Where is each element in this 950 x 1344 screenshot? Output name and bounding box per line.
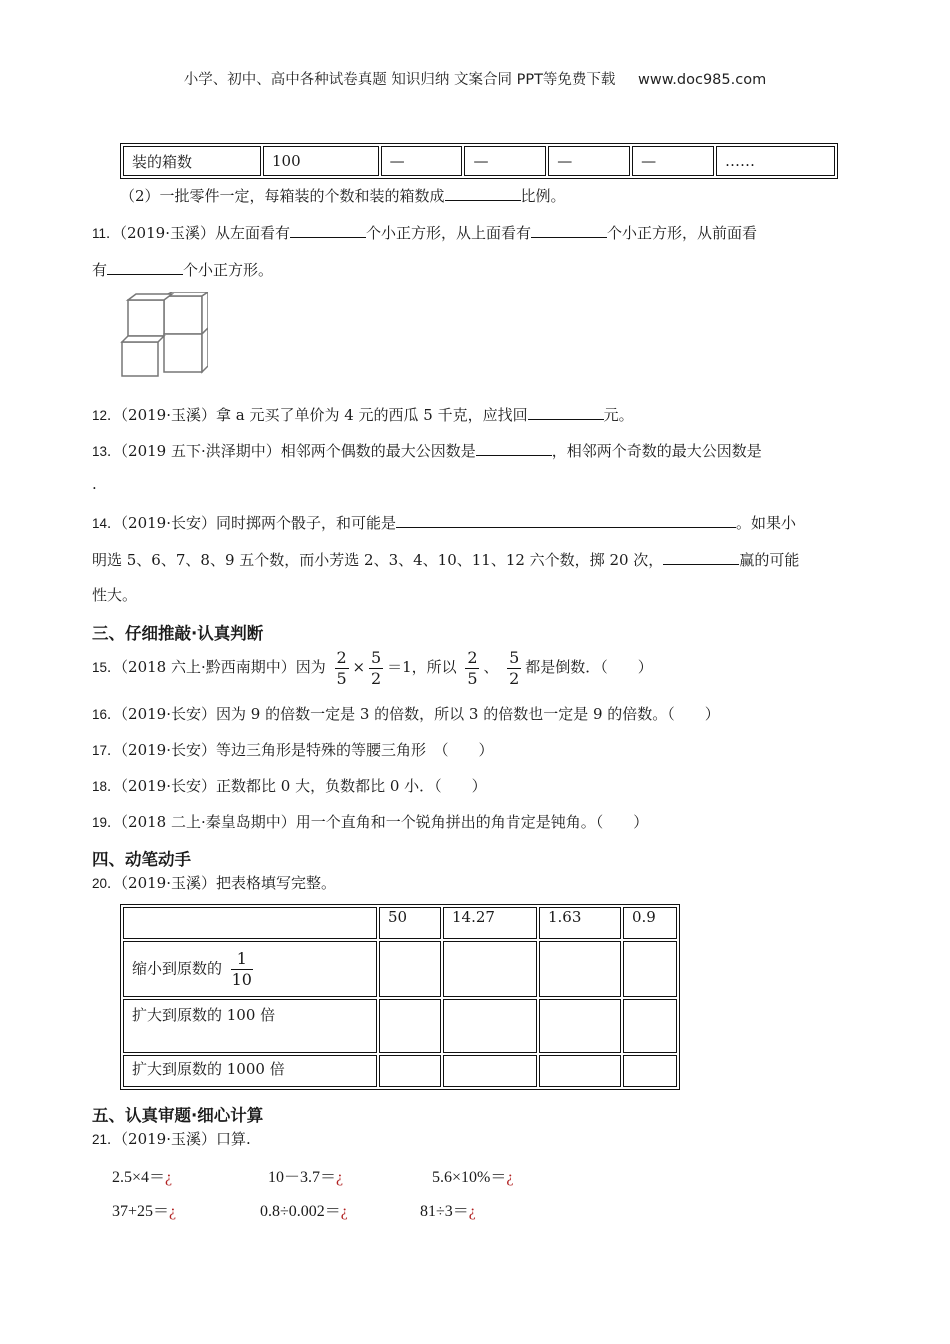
question-number: 16． xyxy=(92,707,121,722)
answer-blank[interactable] xyxy=(107,258,183,275)
question-source: （2018 六上·黔西南期中） xyxy=(120,658,296,676)
fraction: $\frac{1}{10}$ xyxy=(231,948,252,989)
box-count-table xyxy=(120,143,838,179)
box-table-cell: …… xyxy=(716,146,835,176)
question-number: 12． xyxy=(92,408,121,423)
box-table-cell: — xyxy=(632,146,714,176)
q11-text: 从左面看有 xyxy=(214,224,290,242)
q10-part2 xyxy=(120,184,566,206)
answer-blank[interactable] xyxy=(528,403,604,420)
q13-line2: . xyxy=(92,475,97,493)
cube-face xyxy=(122,342,158,376)
q14-text: 赢的可能 xyxy=(739,551,800,569)
table-header-cell: 14.27 xyxy=(443,907,537,939)
q11-line1 xyxy=(92,221,757,244)
q20-text: 把表格填写完整。 xyxy=(215,874,336,892)
q10-text-end: 比例。 xyxy=(520,187,566,205)
section-5-title: 五、认真审题·细心计算 xyxy=(92,1106,264,1125)
question-number: 13． xyxy=(92,444,121,459)
cube-stack-figure xyxy=(118,292,208,378)
table-header-cell: 1.63 xyxy=(539,907,621,939)
question-source: （2019·玉溪） xyxy=(119,224,215,242)
table-header-cell: 50 xyxy=(379,907,441,939)
question-source: （2019·长安） xyxy=(120,777,216,795)
cube-face xyxy=(164,296,202,334)
header-text: 小学、初中、高中各种试卷真题 知识归纳 文案合同 PPT等免费下载 xyxy=(183,72,616,88)
q15 xyxy=(92,646,653,688)
q14-text: 明选 5、6、7、8、9 五个数，而小芳选 2、3、4、10、11、12 六个数，掷 20 次， xyxy=(92,551,664,569)
fraction: $\frac{2}{5}$ xyxy=(336,647,347,688)
answer-mark[interactable]: ¿ xyxy=(340,1203,348,1220)
row-label-x100: 扩大到原数的 100 倍 xyxy=(123,999,377,1053)
calc-item: 2.5×4＝¿ xyxy=(112,1169,173,1186)
question-number: 17． xyxy=(92,743,121,758)
q12-text: 元。 xyxy=(603,406,634,424)
question-source: （2019·长安） xyxy=(120,705,216,723)
question-source: （2019·玉溪） xyxy=(120,406,216,424)
q14-line2 xyxy=(92,548,799,570)
answer-cell[interactable] xyxy=(623,1055,677,1087)
separator: 、 xyxy=(483,658,499,676)
table-corner-cell xyxy=(123,907,377,939)
answer-cell[interactable] xyxy=(379,1055,441,1087)
answer-blank[interactable] xyxy=(445,184,521,201)
cube-face xyxy=(164,334,202,372)
q14-line3: 性大。 xyxy=(92,586,138,604)
question-source: （2018 二上·秦皇岛期中） xyxy=(120,813,296,831)
q11-text: 个小正方形，从前面看 xyxy=(607,224,758,242)
answer-cell[interactable] xyxy=(443,999,537,1053)
row-label-shrink: 缩小到原数的 $\frac{1}{10}$ xyxy=(123,941,377,997)
answer-blank[interactable] xyxy=(531,221,607,238)
question-source: （2019·长安） xyxy=(120,741,216,759)
cube-face xyxy=(202,292,208,334)
question-source: （2019·长安） xyxy=(120,514,216,532)
q21-text: 口算. xyxy=(215,1130,251,1148)
section-4-title: 四、动笔动手 xyxy=(92,850,191,869)
fraction: $\frac{5}{2}$ xyxy=(509,647,520,688)
q12 xyxy=(92,403,634,426)
q15-text: ＝1，所以 xyxy=(387,658,457,676)
section-3-title: 三、仔细推敲·认真判断 xyxy=(92,624,264,643)
q16-text: 因为 9 的倍数一定是 3 的倍数，所以 3 的倍数也一定是 9 的倍数。（ ） xyxy=(215,705,720,723)
fraction: $\frac{5}{2}$ xyxy=(371,647,382,688)
q19-text: 用一个直角和一个锐角拼出的角肯定是钝角。（ ） xyxy=(295,813,649,831)
question-number: 11． xyxy=(92,226,120,241)
question-number: 21． xyxy=(92,1132,121,1147)
answer-cell[interactable] xyxy=(443,941,537,997)
answer-cell[interactable] xyxy=(539,941,621,997)
answer-mark[interactable]: ¿ xyxy=(169,1203,177,1220)
answer-blank[interactable] xyxy=(663,548,739,565)
row-label-x1000: 扩大到原数的 1000 倍 xyxy=(123,1055,377,1087)
answer-blank[interactable] xyxy=(476,439,552,456)
cube-face xyxy=(122,336,164,342)
question-number: 14． xyxy=(92,516,121,531)
answer-mark[interactable]: ¿ xyxy=(336,1169,344,1186)
q13-line1 xyxy=(92,439,762,462)
q21 xyxy=(92,1129,251,1150)
q19 xyxy=(92,812,648,833)
box-table-label: 装的箱数 xyxy=(123,146,261,176)
q11-text: 有 xyxy=(92,261,108,279)
q16 xyxy=(92,704,720,725)
box-table-cell: — xyxy=(548,146,630,176)
q13-text: 相邻两个偶数的最大公因数是 xyxy=(280,442,476,460)
answer-cell[interactable] xyxy=(539,999,621,1053)
calc-item: 37+25＝¿ xyxy=(112,1203,177,1220)
question-source: （2019·玉溪） xyxy=(120,874,216,892)
table-header-cell: 0.9 xyxy=(623,907,677,939)
header-url[interactable]: www.doc985.com xyxy=(638,72,767,88)
q10-text: （2）一批零件一定，每箱装的个数和装的箱数成 xyxy=(120,187,445,205)
question-source: （2019 五下·洪泽期中） xyxy=(120,442,281,460)
q11-text: 个小正方形，从上面看有 xyxy=(365,224,531,242)
q14-text: 同时掷两个骰子，和可能是 xyxy=(215,514,396,532)
answer-cell[interactable] xyxy=(379,941,441,997)
calc-item: 0.8÷0.002＝¿ xyxy=(260,1203,348,1220)
answer-mark[interactable]: ¿ xyxy=(506,1169,514,1186)
fill-in-table xyxy=(120,904,680,1090)
q14-line1 xyxy=(92,511,796,534)
question-number: 18． xyxy=(92,779,121,794)
answer-cell[interactable] xyxy=(539,1055,621,1087)
box-table-cell: — xyxy=(381,146,463,176)
cube-face xyxy=(202,328,208,372)
q17-text: 等边三角形是特殊的等腰三角形 （ ） xyxy=(215,741,494,759)
box-table-cell: — xyxy=(464,146,546,176)
q17 xyxy=(92,740,494,761)
answer-cell[interactable] xyxy=(623,941,677,997)
answer-cell[interactable] xyxy=(379,999,441,1053)
q11-text: 个小正方形。 xyxy=(183,261,274,279)
page-header xyxy=(0,68,950,89)
answer-cell[interactable] xyxy=(443,1055,537,1087)
cube-face xyxy=(128,300,164,336)
q14-text: 。如果小 xyxy=(736,514,797,532)
q15-text: 都是倒数．（ ） xyxy=(525,658,653,676)
answer-blank[interactable] xyxy=(290,221,366,238)
q12-text: 拿 a 元买了单价为 4 元的西瓜 5 千克，应找回 xyxy=(215,406,528,424)
q13-text: ，相邻两个奇数的最大公因数是 xyxy=(551,442,762,460)
question-number: 15． xyxy=(92,660,121,675)
answer-mark[interactable]: ¿ xyxy=(165,1169,173,1186)
question-number: 20． xyxy=(92,876,121,891)
calc-item: 10－3.7＝¿ xyxy=(268,1169,344,1186)
calc-item: 81÷3＝¿ xyxy=(420,1203,476,1220)
q20 xyxy=(92,873,336,894)
fraction: $\frac{2}{5}$ xyxy=(467,647,478,688)
question-source: （2019·玉溪） xyxy=(120,1130,216,1148)
calc-item: 5.6×10%＝¿ xyxy=(432,1169,514,1186)
answer-cell[interactable] xyxy=(623,999,677,1053)
times-sign: × xyxy=(352,658,366,676)
q18-text: 正数都比 0 大，负数都比 0 小．（ ） xyxy=(215,777,487,795)
cube-face xyxy=(128,294,172,300)
box-table-cell: 100 xyxy=(263,146,379,176)
q15-text: 因为 xyxy=(295,658,326,676)
question-number: 19． xyxy=(92,815,121,830)
q11-line2 xyxy=(92,258,273,280)
answer-mark[interactable]: ¿ xyxy=(468,1203,476,1220)
q18 xyxy=(92,776,487,797)
answer-blank[interactable] xyxy=(396,511,736,528)
